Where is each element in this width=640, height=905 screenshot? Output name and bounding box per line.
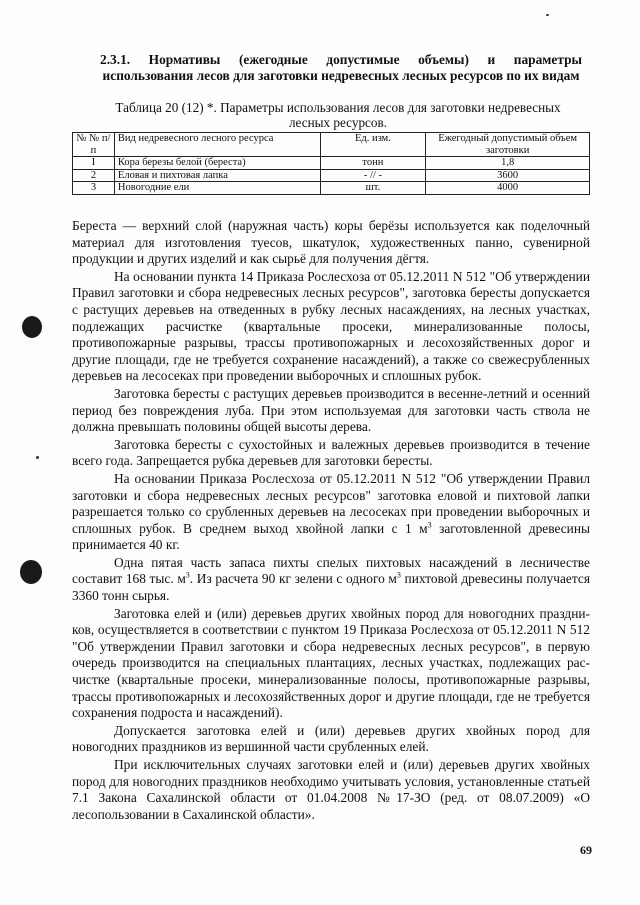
paragraph-fir-stock: [72, 555, 590, 605]
binder-hole-mark: [20, 560, 42, 584]
paragraph-new-year-trees: Заготовка елей и (или) деревьев других хвойных пород для новогодних праздни-ков, осуществляется в соответствии с пунктом 19 Приказа Рослесхоза от 05.12.2011 N 512 "Об утверждении Правил заготовки и сбора недревесных лесных ресурсов", в первую очередь производится на специальных плантациях, лесных участках, подлежащих рас-чистке (квартальные просеки, минерализованные полосы, противопожарные разрывы, трассы противопожарных и лесохозяйственных дорог и другие площади, где не требуется сохранения подроста и насаждений).: [72, 605, 590, 721]
table-caption: Таблица 20 (12) *. Параметры использования лесов для заготовки недревесных лесных ресурсов.: [115, 100, 561, 130]
row-unit: - // -: [320, 169, 426, 182]
scan-speck: [36, 456, 39, 459]
table-row: [73, 169, 590, 182]
paragraph-deadwood-harvest: Заготовка бересты с сухостойных и валежных деревьев производится в течение всего года. Запрещается рубка деревьев для заготовки бересты.: [72, 436, 590, 469]
header-resource-type: Вид недревесного лесного ресурса: [114, 133, 320, 157]
row-number: 3: [73, 182, 115, 195]
scan-speck: [546, 14, 549, 16]
header-annual-volume: Ежегодный допустимый объем заготовки: [426, 133, 590, 157]
cubic-superscript: 3: [427, 520, 432, 530]
body-text: [72, 218, 590, 824]
paragraph-treetop-harvest: Допускается заготовка елей и (или) деревьев других хвойных пород для новогодних праздников из вершинной части срубленных елей.: [72, 722, 590, 755]
table-row: [73, 157, 590, 170]
resource-table: [72, 132, 590, 195]
paragraph-fir-stock-c: пихтовой древесины получается 3360 тонн сырья.: [72, 571, 590, 604]
paragraph-exceptional-cases: При исключительных случаях заготовки елей и (или) деревьев других хвойных пород для новогодних праздников необходимо учитывать условия, установленные статьей 7.1 Закона Сахалинской области от 01.04.2008 №17-ЗО (ред. от 08.07.2009) «О лесопользовании в Сахалинской области».: [72, 757, 590, 822]
header-unit: Ед. изм.: [320, 133, 426, 157]
row-number: 2: [73, 169, 115, 182]
paragraph-conifer-branches-text: На основании Приказа Рослесхоза от 05.12.2011 N 512 "Об утверждении Правил заготовки и сбора недревесных лесных ресурсов" заготовка еловой и пихтовой лапки разрешается только со срубленных деревьев на лесосеках при проведении выборочных и сплошных рубок. В среднем выход хвойной лапки с 1 м: [72, 470, 590, 536]
row-volume: 3600: [426, 169, 590, 182]
row-unit: тонн: [320, 157, 426, 170]
page-number: 69: [580, 843, 592, 857]
section-heading: 2.3.1. Нормативы (ежегодные допустимые объемы) и параметры использования лесов для заготовки недревесных лесных ресурсов по их видам: [100, 52, 582, 83]
row-resource: Еловая и пихтовая лапка: [114, 169, 320, 182]
binder-hole-mark: [22, 316, 42, 338]
cubic-superscript: 3: [396, 571, 401, 580]
table-header-row: [73, 133, 590, 157]
paragraph-fir-stock-a: Одна пятая часть запаса пихты спелых пихтовых насаждений в лесничестве составит 168 тыс. м: [72, 554, 590, 587]
row-resource: Кора березы белой (береста): [114, 157, 320, 170]
paragraph-harvest-season: Заготовка бересты с растущих деревьев производится в весенне-летний и осенний период без повреждения луба. При этом используемая для заготовки часть ствола не должна превышать половины общей высоты дерева.: [72, 385, 590, 435]
row-resource: Новогодние ели: [114, 182, 320, 195]
row-volume: 1,8: [426, 157, 590, 170]
paragraph-fir-stock-b: . Из расчета 90 кг зелени с одного м: [189, 571, 397, 587]
paragraph-conifer-branches-end: заготовленной древесины принимается 40 кг.: [72, 520, 591, 553]
row-number: I: [73, 157, 115, 170]
paragraph-conifer-branches: [72, 471, 590, 554]
cubic-superscript: 3: [185, 571, 190, 580]
header-number: № № п/п: [73, 133, 115, 157]
row-unit: шт.: [320, 182, 426, 195]
row-volume: 4000: [426, 182, 590, 195]
table-row: [73, 182, 590, 195]
paragraph-birch-bark-definition: Береста — верхний слой (наружная часть) коры берёзы используется как поделочный материал для изготовления туесов, шкатулок, художественных панно, сувенирной продукции и других изделий и как сырьё для получения дёгтя.: [72, 218, 590, 267]
paragraph-birch-bark-rules: На основании пункта 14 Приказа Рослесхоза от 05.12.2011 N 512 "Об утверждении Правил заготовки и сбора недревесных лесных ресурсов", заготовка бересты допускается с растущих деревьев на отведенных в рубку лесных насаждениях, на лесных участках, подлежащих расчистке (квартальные просеки, минерализованные полосы, противопожарные разрывы, трассы противопожарных и лесохозяйственных дорог и другие площади, где не требуется сохранение насаждений), а также со свежесрубленных деревьев на лесосеках при проведении выборочных и сплошных рубок.: [72, 268, 590, 384]
